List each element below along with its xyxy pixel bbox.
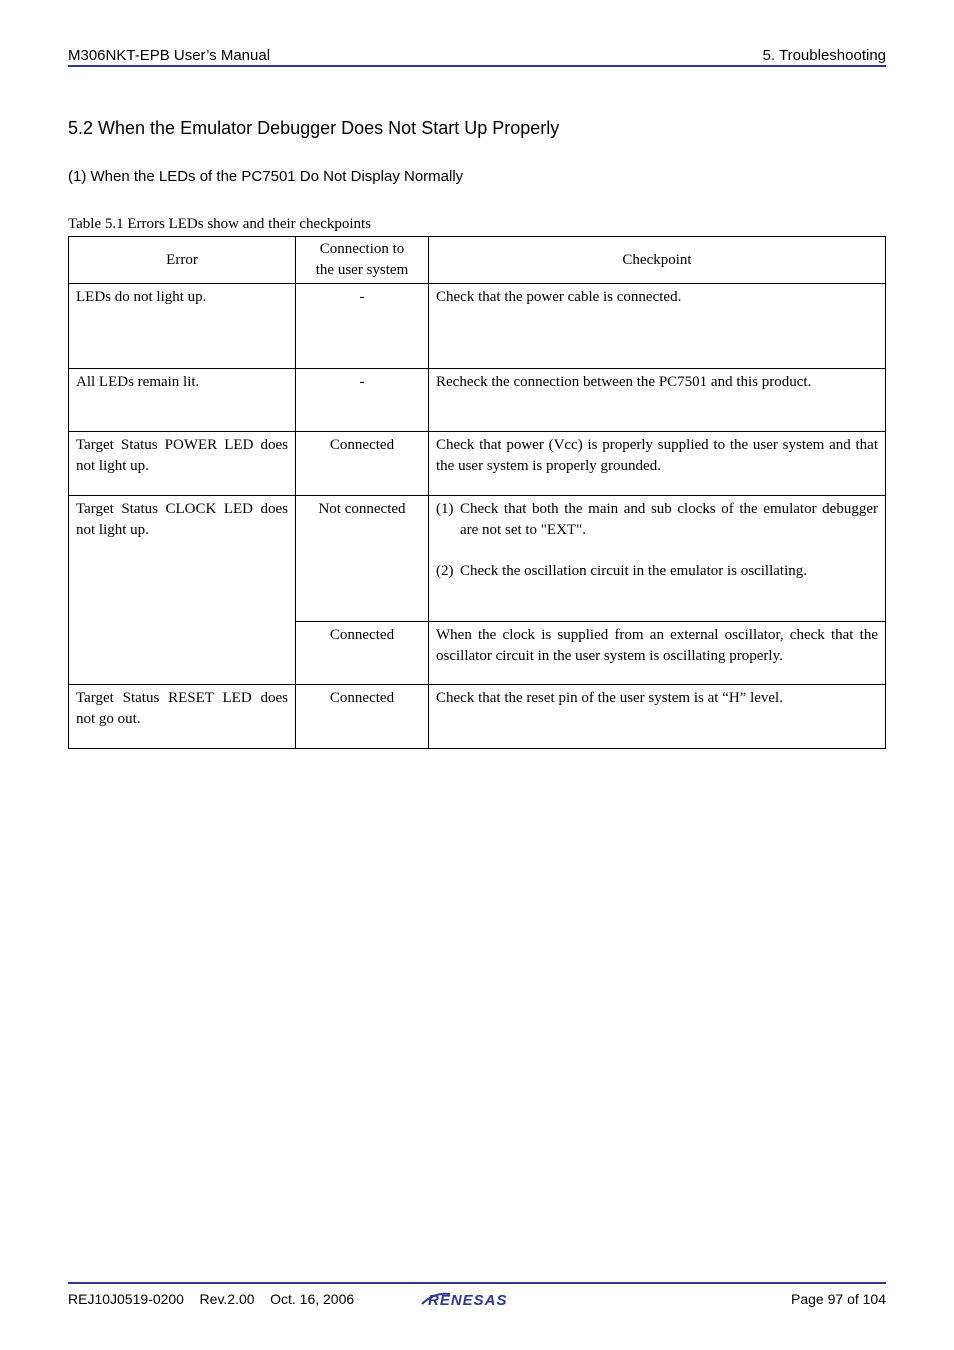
footer-doc-info <box>68 1291 354 1307</box>
table-row <box>69 284 886 369</box>
checkpoint-item <box>436 499 878 541</box>
row-error: LEDs do not light up. <box>69 284 296 369</box>
row-connection: - <box>296 369 429 432</box>
row-checkpoint: Check that the reset pin of the user system is at “H” level. <box>429 685 886 749</box>
header-rule <box>68 65 886 67</box>
row-connection: - <box>296 284 429 369</box>
subsection-title: (1) When the LEDs of the PC7501 Do Not Display Normally <box>68 168 464 185</box>
row-connection: Connected <box>296 685 429 749</box>
revision: Rev.2.00 <box>199 1291 255 1307</box>
header-connection <box>296 237 429 284</box>
row-checkpoint: Recheck the connection between the PC7501 and this product. <box>429 369 886 432</box>
row-connection: Connected <box>296 432 429 496</box>
row-checkpoint: When the clock is supplied from an external oscillator, check that the oscillator circuit in the user system is oscillating properly. <box>429 622 886 685</box>
checkpoint-item <box>436 561 878 582</box>
table-row <box>69 496 886 622</box>
page-header <box>68 47 886 65</box>
logo-text: RENESAS <box>428 1292 508 1309</box>
checkpoint-item-number: (1) <box>436 501 454 517</box>
row-connection: Connected <box>296 622 429 685</box>
chapter-title: 5. Troubleshooting <box>762 47 886 64</box>
table-row <box>69 432 886 496</box>
manual-title: M306NKT-EPB User’s Manual <box>68 47 271 64</box>
error-table <box>68 236 886 749</box>
page-number: Page 97 of 104 <box>791 1291 886 1307</box>
table-row <box>69 369 886 432</box>
checkpoint-item-text: Check that both the main and sub clocks of the emulator debugger are not set to "EXT". <box>460 501 878 538</box>
footer-rule <box>68 1282 886 1284</box>
section-title: 5.2 When the Emulator Debugger Does Not Start Up Properly <box>68 118 560 138</box>
table-row <box>69 685 886 749</box>
header-error: Error <box>69 237 296 284</box>
row-error: Target Status CLOCK LED does not light up. <box>69 496 296 685</box>
row-connection: Not connected <box>296 496 429 622</box>
checkpoint-item-text: Check the oscillation circuit in the emulator is oscillating. <box>460 563 807 579</box>
row-error: All LEDs remain lit. <box>69 369 296 432</box>
renesas-logo <box>420 1288 536 1310</box>
checkpoint-item-number: (2) <box>436 563 454 579</box>
header-connection-line2: the user system <box>315 262 409 278</box>
revision-date: Oct. 16, 2006 <box>270 1291 355 1307</box>
row-error: Target Status RESET LED does not go out. <box>69 685 296 749</box>
table-caption: Table 5.1 Errors LEDs show and their checkpoints <box>68 216 372 232</box>
row-checkpoint <box>429 496 886 622</box>
row-checkpoint: Check that the power cable is connected. <box>429 284 886 369</box>
row-error: Target Status POWER LED does not light up. <box>69 432 296 496</box>
table-header-row <box>69 237 886 284</box>
header-checkpoint: Checkpoint <box>429 237 886 284</box>
row-checkpoint: Check that power (Vcc) is properly supplied to the user system and that the user system is properly grounded. <box>429 432 886 496</box>
header-connection-line1: Connection to <box>319 241 405 257</box>
doc-number: REJ10J0519-0200 <box>68 1291 184 1307</box>
